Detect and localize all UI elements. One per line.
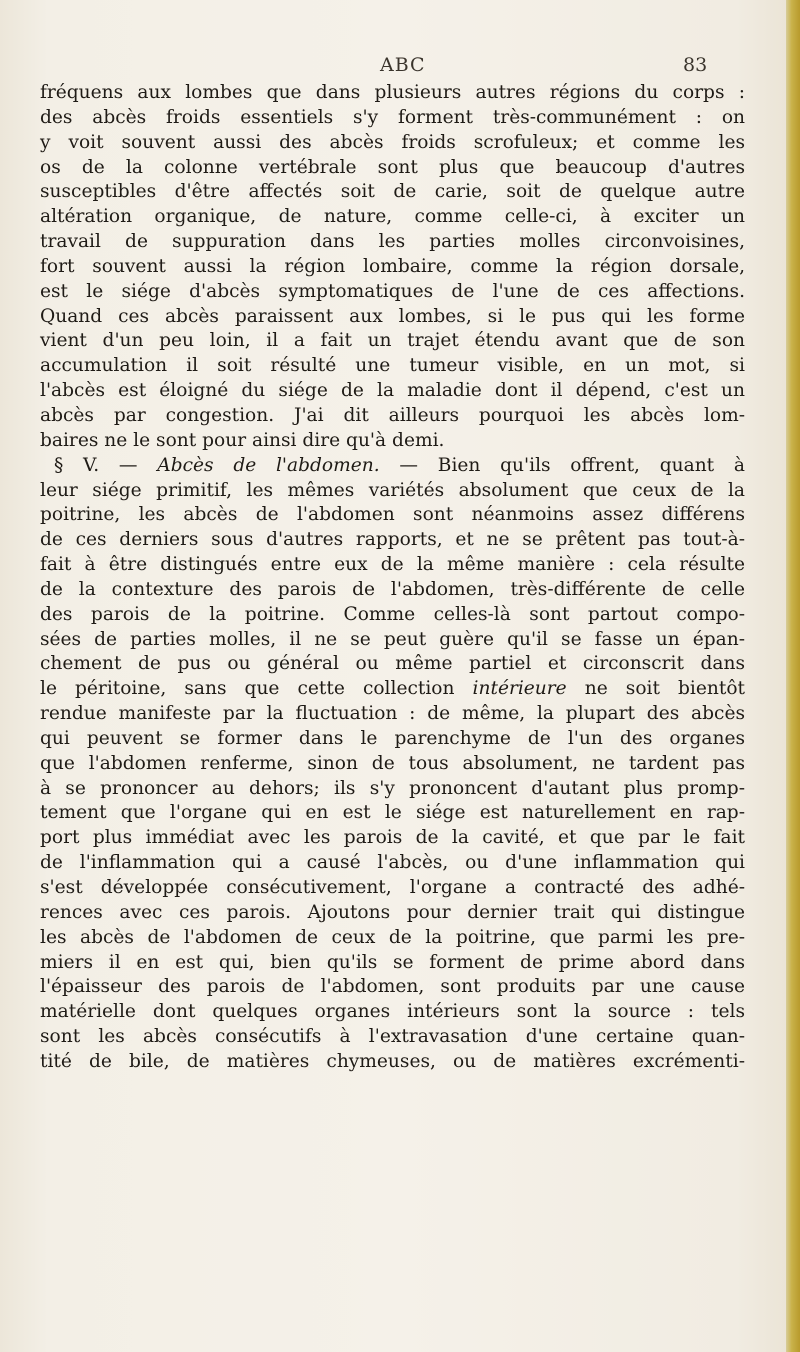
- page-number: 83: [683, 54, 708, 76]
- text-line: de ces derniers sous d'autres rapports, et ne se prêtent pas tout-à-: [40, 529, 745, 551]
- text-line: miers il en est qui, bien qu'ils se forment de prime abord dans: [40, 951, 745, 973]
- text-line-with-italic: [40, 677, 745, 702]
- text-line: sées de parties molles, il ne se peut guère qu'il se fasse un épan-: [40, 628, 745, 650]
- text-line: port plus immédiat avec les parois de la cavité, et que par le fait: [40, 827, 745, 849]
- text-line: accumulation il soit résulté une tumeur visible, en un mot, si: [40, 355, 745, 377]
- text-line: matérielle dont quelques organes intérieurs sont la source : tels: [40, 1001, 745, 1023]
- text-line: leur siége primitif, les mêmes variétés absolument que ceux de la: [40, 479, 745, 501]
- text-line: Quand ces abcès paraissent aux lombes, si le pus qui les forme: [40, 305, 745, 327]
- text-line: fort souvent aussi la région lombaire, comme la région dorsale,: [40, 255, 745, 277]
- text-line: à se prononcer au dehors; ils s'y prononcent d'autant plus promp-: [40, 777, 745, 799]
- text-line: abcès par congestion. J'ai dit ailleurs pourquoi les abcès lom-: [40, 404, 745, 426]
- text-line: les abcès de l'abdomen de ceux de la poitrine, que parmi les pre-: [40, 926, 745, 948]
- text-line: vient d'un peu loin, il a fait un trajet étendu avant que de son: [40, 330, 745, 352]
- text-line: rences avec ces parois. Ajoutons pour dernier trait qui distingue: [40, 901, 745, 923]
- text-line: que l'abdomen renferme, sinon de tous absolument, ne tardent pas: [40, 752, 745, 774]
- text-line: altération organique, de nature, comme celle-ci, à exciter un: [40, 206, 745, 228]
- text-line: des parois de la poitrine. Comme celles-là sont partout compo-: [40, 603, 745, 625]
- text-line: os de la colonne vertébrale sont plus que beaucoup d'autres: [40, 156, 745, 178]
- section-first-line: Bien qu'ils offrent, quant à: [437, 454, 745, 476]
- italic-line-after: ne soit bientôt: [584, 678, 745, 700]
- italic-line-before: le péritoine, sans que cette collection: [40, 678, 455, 700]
- text-line: tité de bile, de matières chymeuses, ou de matières excrémenti-: [40, 1050, 745, 1072]
- text-line: l'épaisseur des parois de l'abdomen, sont produits par une cause: [40, 976, 745, 998]
- section-marker: § V. —: [54, 454, 138, 476]
- text-line: fait à être distingués entre eux de la même manière : cela résulte: [40, 554, 745, 576]
- text-line: de l'inflammation qui a causé l'abcès, ou d'une inflammation qui: [40, 852, 745, 874]
- text-line: chement de pus ou général ou même partiel et circonscrit dans: [40, 653, 745, 675]
- text-line: tement que l'organe qui en est le siége est naturellement en rap-: [40, 802, 745, 824]
- italic-word: intérieure: [472, 678, 567, 700]
- text-line: rendue manifeste par la fluctuation : de même, la plupart des abcès: [40, 703, 745, 725]
- text-line: des abcès froids essentiels s'y forment très-communément : on: [40, 106, 745, 128]
- section-heading-line: [40, 454, 745, 479]
- section-title: Abcès de l'abdomen.: [157, 454, 380, 476]
- section-dash: —: [399, 454, 419, 476]
- text-line: l'abcès est éloigné du siége de la maladie dont il dépend, c'est un: [40, 380, 745, 402]
- text-line: y voit souvent aussi des abcès froids scrofuleux; et comme les: [40, 131, 745, 153]
- text-line: travail de suppuration dans les parties molles circonvoisines,: [40, 231, 745, 253]
- text-line: baires ne le sont pour ainsi dire qu'à demi.: [40, 429, 445, 451]
- text-line: de la contexture des parois de l'abdomen, très-différente de celle: [40, 578, 745, 600]
- text-line: poitrine, les abcès de l'abdomen sont néanmoins assez différens: [40, 504, 745, 526]
- text-line: fréquens aux lombes que dans plusieurs autres régions du corps :: [40, 82, 745, 103]
- text-line: susceptibles d'être affectés soit de carie, soit de quelque autre: [40, 181, 745, 203]
- text-line: s'est développée consécutivement, l'organe a contracté des adhé-: [40, 877, 745, 898]
- body-text: [40, 81, 745, 1075]
- text-line: sont les abcès consécutifs à l'extravasation d'une certaine quan-: [40, 1026, 745, 1048]
- running-head: [0, 54, 800, 78]
- text-line: est le siége d'abcès symptomatiques de l'une de ces affections.: [40, 280, 745, 302]
- running-title: ABC: [380, 54, 426, 76]
- text-line: qui peuvent se former dans le parenchyme de l'un des organes: [40, 727, 745, 749]
- book-binding-edge: [786, 0, 800, 1352]
